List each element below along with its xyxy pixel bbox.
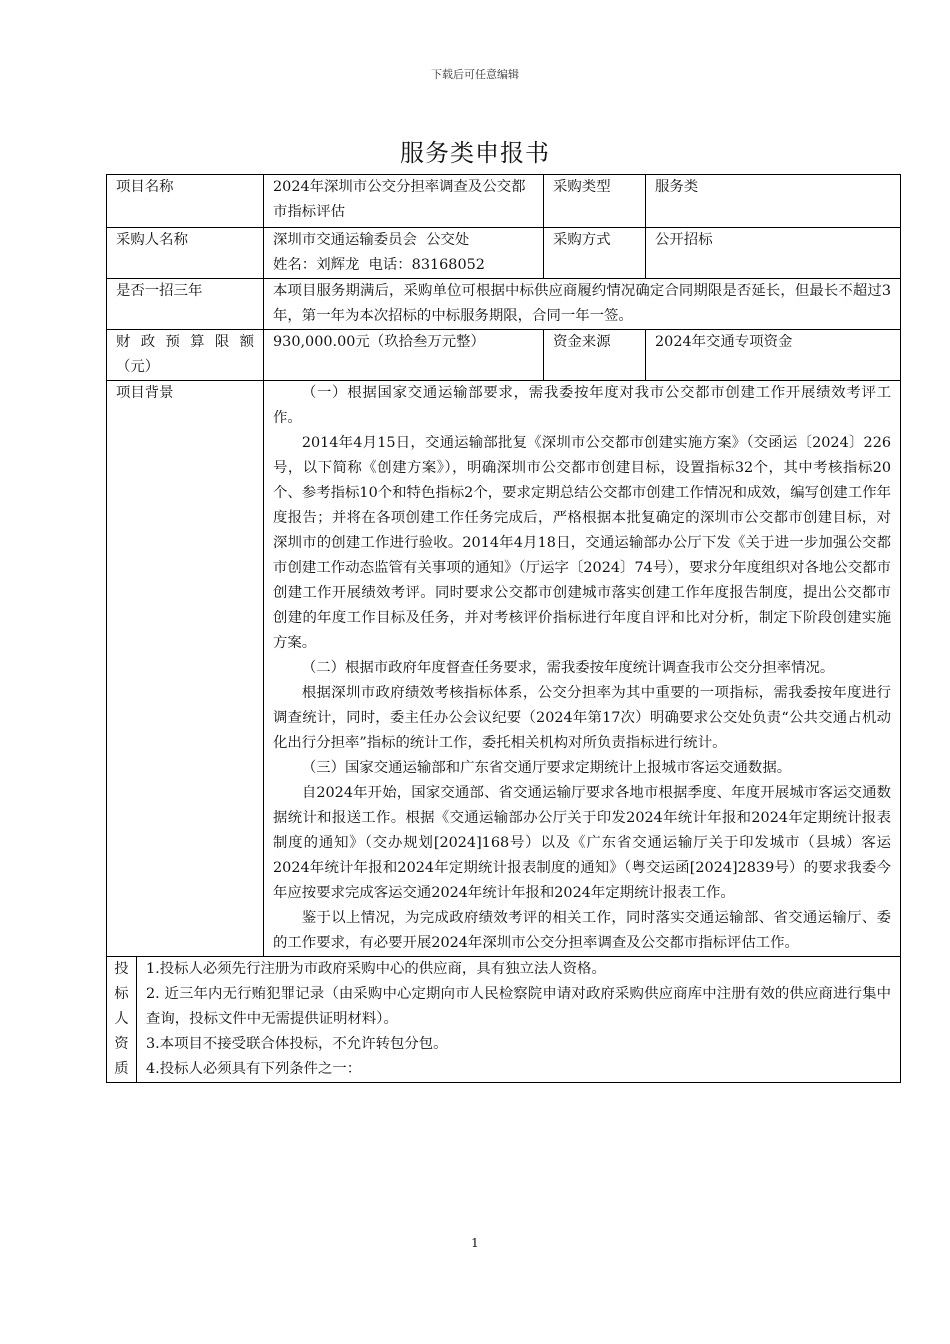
procurement-method-value: 公开招标	[646, 228, 901, 279]
qualification-item: 3.本项目不接受联合体投标，不允许转包分包。	[146, 1036, 448, 1052]
row-background	[107, 381, 901, 957]
background-paragraph: 根据深圳市政府绩效考核指标体系，公交分担率为其中重要的一项指标，需我委按年度进行调查统计，同时，委主任办公会议纪要（2024年第17次）明确要求公交处负责“公共交通占机动化出行分担率”指标的统计工作，委托相关机构对所负责指标进行统计。	[273, 685, 892, 751]
budget-value: 930,000.00元（玖拾叁万元整）	[264, 330, 544, 381]
row-budget	[107, 330, 901, 381]
qualification-label-char: 投	[114, 961, 129, 977]
procurement-type-label: 采购类型	[544, 175, 646, 228]
budget-label-line1: 财政预算限额	[116, 334, 255, 350]
funding-source-label: 资金来源	[544, 330, 646, 381]
application-form-table	[106, 174, 901, 1083]
qualification-content	[137, 957, 901, 1083]
one-bid-three-years-value: 本项目服务期满后，采购单位可根据中标供应商履约情况确定合同期限是否延长，但最长不超过3年，第一年为本次招标的中标服务期限，合同一年一签。	[264, 279, 901, 330]
document-title: 服务类申报书	[400, 139, 550, 167]
qualification-label-char: 质	[114, 1061, 129, 1077]
row-purchaser	[107, 228, 901, 279]
procurement-type-value: 服务类	[646, 175, 901, 228]
background-paragraph: 鉴于以上情况，为完成政府绩效考评的相关工作，同时落实交通运输部、省交通运输厅、委的工作要求，有必要开展2024年深圳市公交分担率调查及公交都市指标评估工作。	[273, 910, 892, 951]
purchaser-label: 采购人名称	[107, 228, 264, 279]
background-paragraph: 自2024年开始，国家交通部、省交通运输厅要求各地市根据季度、年度开展城市客运交通数据统计和报送工作。根据《交通运输部办公厅关于印发2024年统计年报和2024年定期统计报表制度的通知》（交办规划[2024]168号）以及《广东省交通运输厅关于印发城市（县城）客运2024年统计年报和2024年定期统计报表制度的通知》（粤交运函[2024]2839号）的要求我委今年应按要求完成客运交通2024年统计年报和2024年定期统计报表工作。	[273, 785, 892, 901]
qualification-item: 4.投标人必须具有下列条件之一：	[146, 1061, 362, 1077]
budget-label-line2: （元）	[116, 359, 160, 375]
one-bid-three-years-label: 是否一招三年	[107, 279, 264, 330]
qualification-label-char: 资	[114, 1036, 129, 1052]
background-paragraph: （三）国家交通运输部和广东省交通厅要求定期统计上报城市客运交通数据。	[301, 760, 792, 776]
background-content	[264, 381, 901, 957]
purchaser-contact: 姓名：刘辉龙 电话：83168052	[273, 257, 485, 273]
purchaser-value	[264, 228, 544, 279]
project-name-label: 项目名称	[107, 175, 264, 228]
header-note: 下载后可任意编辑	[431, 68, 519, 81]
row-project-name	[107, 175, 901, 228]
row-one-bid-three-years	[107, 279, 901, 330]
qualification-item: 1.投标人必须先行注册为市政府采购中心的供应商，具有独立法人资格。	[146, 961, 606, 977]
purchaser-department: 深圳市交通运输委员会 公交处	[273, 232, 470, 248]
background-label: 项目背景	[107, 381, 264, 957]
project-name-value: 2024年深圳市公交分担率调查及公交都市指标评估	[264, 175, 544, 228]
qualification-label-char: 人	[114, 1011, 129, 1027]
funding-source-value: 2024年交通专项资金	[646, 330, 901, 381]
background-paragraph: （一）根据国家交通运输部要求，需我委按年度对我市公交都市创建工作开展绩效考评工作。	[273, 385, 892, 426]
qualification-item: 2. 近三年内无行贿犯罪记录（由采购中心定期向市人民检察院申请对政府采购供应商库中注册有效的供应商进行集中查询，投标文件中无需提供证明材料）。	[146, 986, 892, 1027]
budget-label	[107, 330, 264, 381]
page-number: 1	[471, 1236, 479, 1250]
qualification-label	[107, 957, 137, 1083]
row-qualification	[107, 957, 901, 1083]
procurement-method-label: 采购方式	[544, 228, 646, 279]
qualification-label-char: 标	[114, 986, 129, 1002]
background-paragraph: （二）根据市政府年度督查任务要求，需我委按年度统计调查我市公交分担率情况。	[301, 660, 835, 676]
background-paragraph: 2014年4月15日，交通运输部批复《深圳市公交都市创建实施方案》（交函运〔2024〕226号，以下简称《创建方案》），明确深圳市公交都市创建目标，设置指标32个，其中考核指标20个、参考指标10个和特色指标2个，要求定期总结公交都市创建工作情况和成效，编写创建工作年度报告；并将在各项创建工作任务完成后，严格根据本批复确定的深圳市公交都市创建目标，对深圳市的创建工作进行验收。2014年4月18日，交通运输部办公厅下发《关于进一步加强公交都市创建工作动态监管有关事项的通知》（厅运字〔2024〕74号），要求分年度组织对各地公交都市创建工作开展绩效考评。同时要求公交都市创建城市落实创建工作年度报告制度，提出公交都市创建的年度工作目标及任务，并对考核评价指标进行年度自评和比对分析，制定下阶段创建实施方案。	[273, 435, 892, 651]
